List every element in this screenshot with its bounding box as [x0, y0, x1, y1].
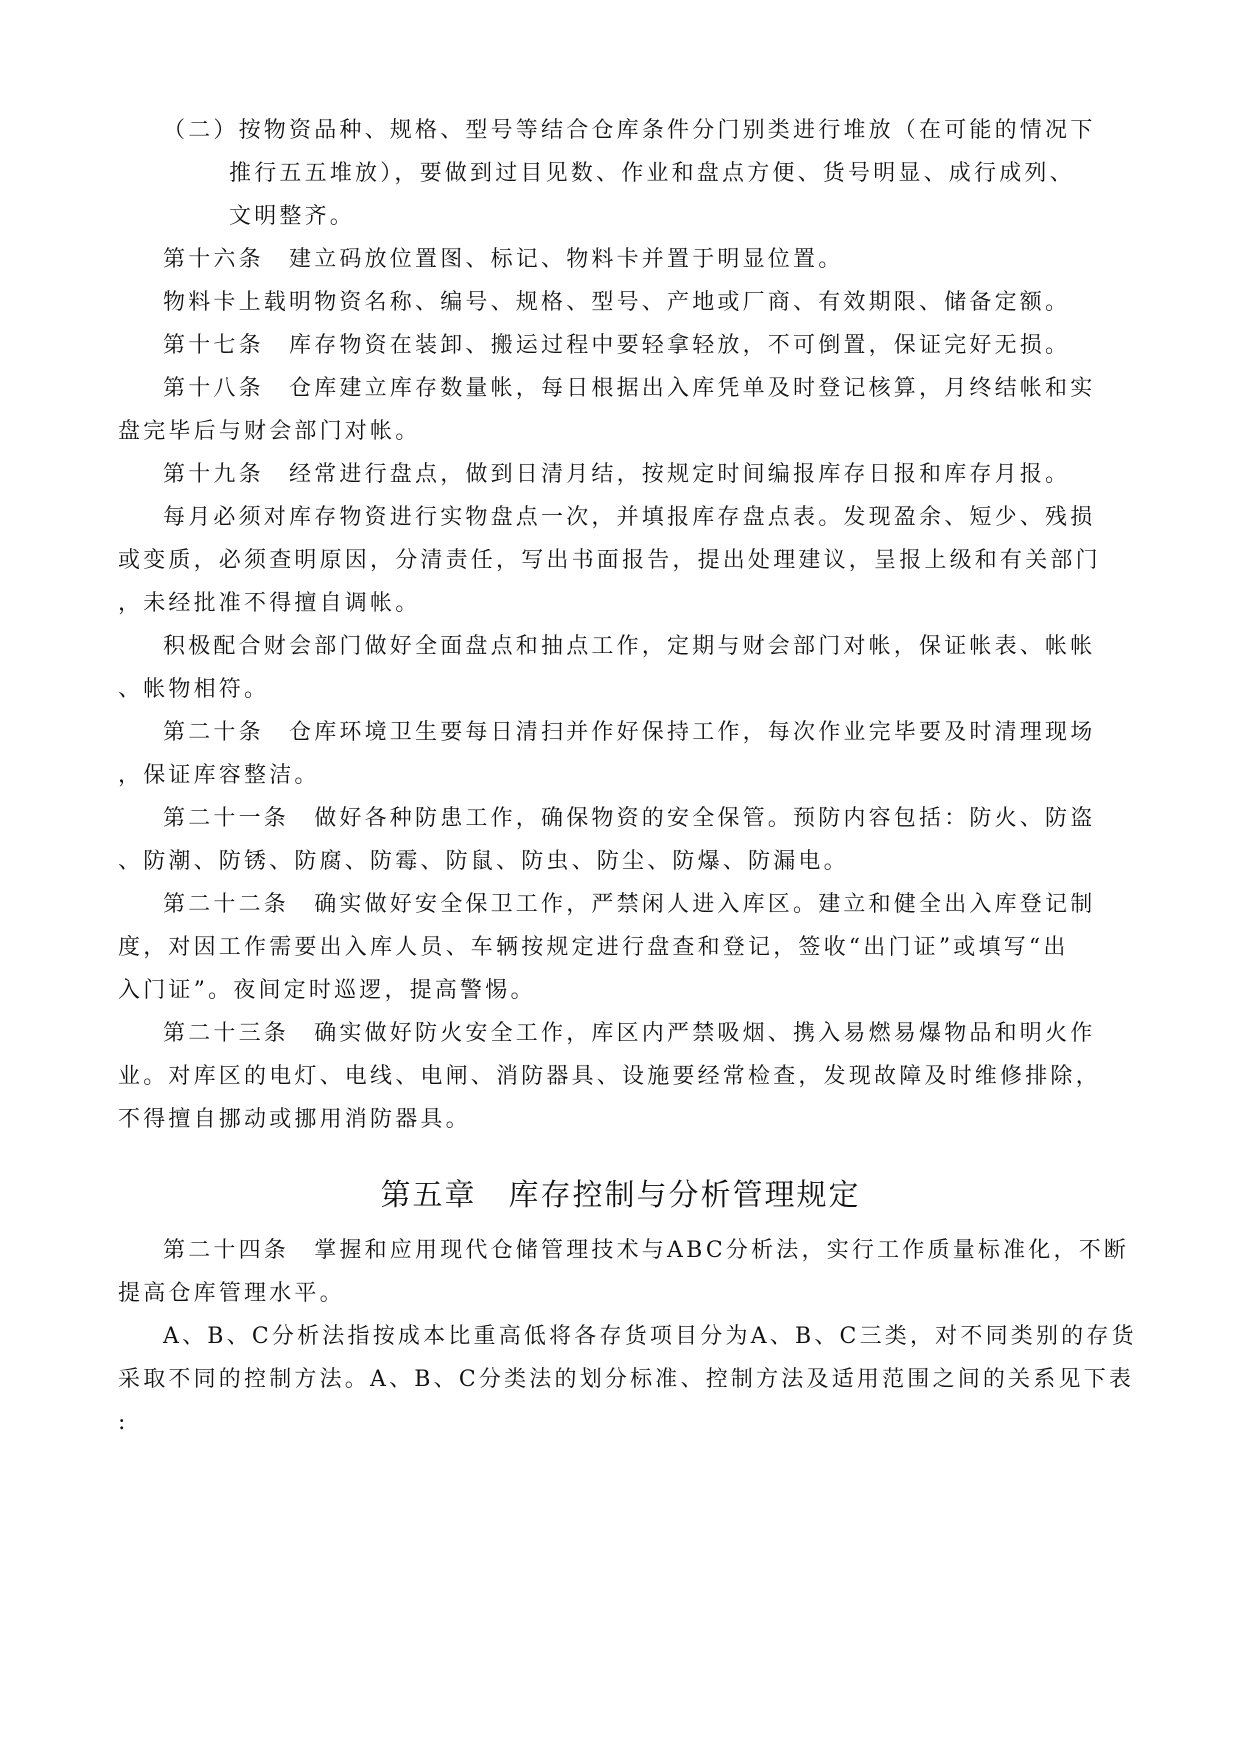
paragraph-line: 入门证”。夜间定时巡逻，提高警惕。 [118, 978, 536, 1003]
article-22-line: 第二十二条 确实做好安全保卫工作，严禁闲人进入库区。建立和健全出入库登记制 [163, 892, 1096, 917]
paragraph-line: 、防潮、防锈、防腐、防霉、防鼠、防虫、防尘、防爆、防漏电。 [118, 849, 849, 874]
paragraph-line: 或变质，必须查明原因，分清责任，写出书面报告，提出处理建议，呈报上级和有关部门 [118, 548, 1101, 573]
paragraph-line: 文明整齐。 [229, 204, 356, 229]
paragraph-line: 不得擅自挪动或挪用消防器具。 [118, 1107, 471, 1132]
paragraph-line: ，保证库容整洁。 [118, 763, 320, 788]
paragraph-line: 推行五五堆放），要做到过目见数、作业和盘点方便、货号明显、成行成列、 [229, 161, 1075, 186]
paragraph-line: 每月必须对库存物资进行实物盘点一次，并填报库存盘点表。发现盈余、短少、残损 [163, 505, 1096, 530]
paragraph-line: 、帐物相符。 [118, 677, 270, 702]
paragraph-line: : [118, 1410, 129, 1435]
article-16-line: 第十六条 建立码放位置图、标记、物料卡并置于明显位置。 [163, 247, 844, 272]
paragraph-line: 业。对库区的电灯、电线、电闸、消防器具、设施要经常检查，发现故障及时维修排除， [118, 1064, 1101, 1089]
article-19-line: 第十九条 经常进行盘点，做到日清月结，按规定时间编报库存日报和库存月报。 [163, 462, 1071, 487]
article-21-line: 第二十一条 做好各种防患工作，确保物资的安全保管。预防内容包括：防火、防盗 [163, 806, 1096, 831]
paragraph-line: A、B、C分析法指按成本比重高低将各存货项目分为A、B、C三类，对不同类别的存货 [163, 1324, 1137, 1349]
article-18-line: 第十八条 仓库建立库存数量帐，每日根据出入库凭单及时登记核算，月终结帐和实 [163, 376, 1096, 401]
paragraph-line: 盘完毕后与财会部门对帐。 [118, 419, 421, 444]
paragraph-line: 物料卡上载明物资名称、编号、规格、型号、产地或厂商、有效期限、储备定额。 [163, 290, 1071, 315]
article-24-line: 第二十四条 掌握和应用现代仓储管理技术与ABC分析法，实行工作质量标准化，不断 [163, 1238, 1130, 1263]
article-23-line: 第二十三条 确实做好防火安全工作，库区内严禁吸烟、携入易燃易爆物品和明火作 [163, 1021, 1096, 1046]
paragraph-line: 采取不同的控制方法。A、B、C分类法的划分标准、控制方法及适用范围之间的关系见下表 [118, 1367, 1135, 1392]
paragraph-line: 提高仓库管理水平。 [118, 1281, 345, 1306]
article-20-line: 第二十条 仓库环境卫生要每日清扫并作好保持工作，每次作业完毕要及时清理现场 [163, 720, 1096, 745]
paragraph-line: ，未经批准不得擅自调帐。 [118, 591, 421, 616]
paragraph-line: 积极配合财会部门做好全面盘点和抽点工作，定期与财会部门对帐，保证帐表、帐帐 [163, 634, 1096, 659]
paragraph-line: （二）按物资品种、规格、型号等结合仓库条件分门别类进行堆放（在可能的情况下 [163, 118, 1096, 143]
chapter-heading: 第五章 库存控制与分析管理规定 [380, 1178, 861, 1213]
paragraph-line: 度，对因工作需要出入库人员、车辆按规定进行盘查和登记，签收“出门证”或填写“出 [118, 935, 1069, 960]
article-17-line: 第十七条 库存物资在装卸、搬运过程中要轻拿轻放，不可倒置，保证完好无损。 [163, 333, 1071, 358]
